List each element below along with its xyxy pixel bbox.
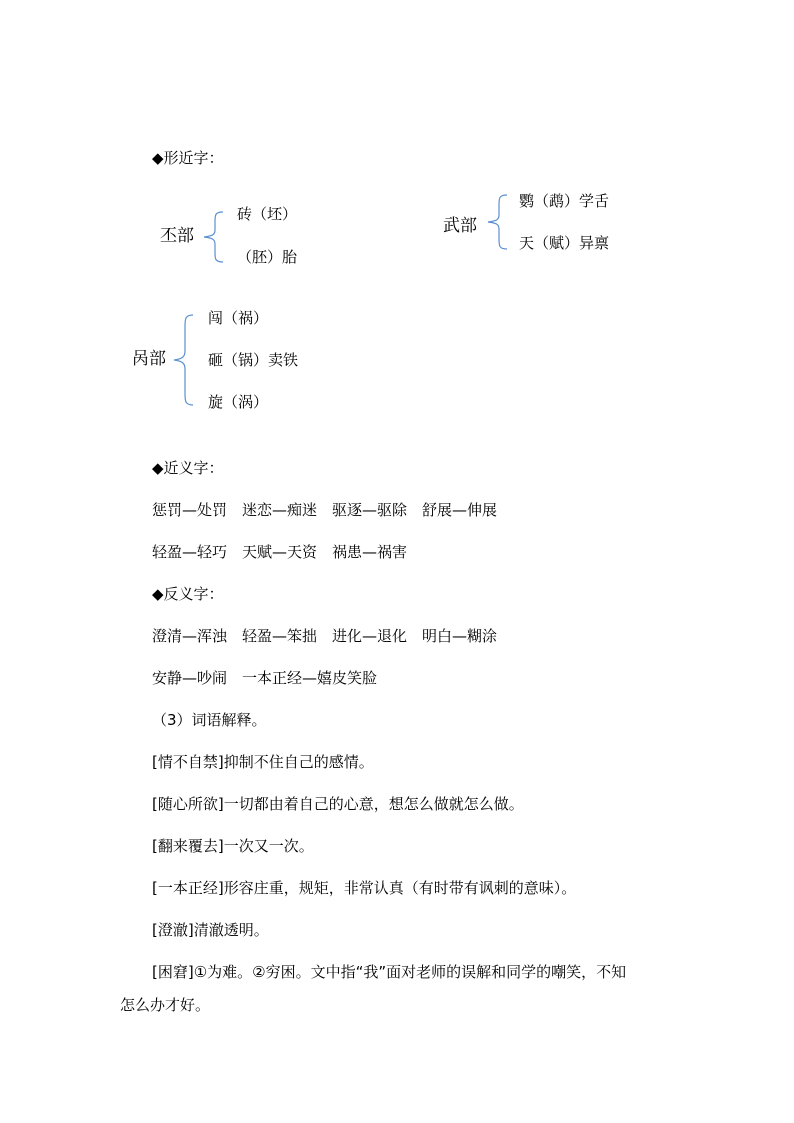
group-pi-item-2: （胚）胎	[237, 248, 298, 266]
brace-wu	[485, 193, 511, 251]
explain-item-1: [情不自禁]抑制不住自己的感情。	[152, 753, 374, 771]
group-head-guo: 呙部	[132, 349, 166, 369]
group-head-pi: 丕部	[160, 226, 194, 246]
group-pi-item-1: 砖（坯）	[237, 205, 298, 223]
explain-heading: （3）词语解释。	[152, 711, 267, 729]
antonym-line-1: 澄清—浑浊 轻盈—笨拙 进化—退化 明白—糊涂	[152, 627, 498, 645]
explain-item-5: [澄澈]清澈透明。	[152, 921, 269, 939]
explain-item-3: [翻来覆去]一次又一次。	[152, 837, 314, 855]
group-wu-item-2: 天（赋）异禀	[519, 234, 610, 252]
group-guo-item-2: 砸（锅）卖铁	[208, 351, 299, 369]
group-wu-item-1: 鹦（鹉）学舌	[519, 192, 610, 210]
explain-item-6-line-1: [困窘]①为难。②穷困。文中指“我”面对老师的误解和同学的嘲笑，不知	[152, 963, 627, 981]
group-guo-item-1: 闯（祸）	[208, 309, 269, 327]
explain-item-6-line-2: 怎么办才好。	[120, 996, 211, 1014]
brace-pi	[201, 210, 227, 264]
antonym-heading: ◆反义字：	[152, 585, 224, 603]
similar-chars-heading: ◆形近字：	[152, 149, 224, 167]
antonym-line-2: 安静—吵闹 一本正经—嬉皮笑脸	[152, 669, 378, 687]
explain-item-2: [随心所欲]一切都由着自己的心意，想怎么做就怎么做。	[152, 795, 524, 813]
brace-guo	[171, 313, 197, 407]
synonym-heading: ◆近义字：	[152, 459, 224, 477]
synonym-line-1: 惩罚—处罚 迷恋—痴迷 驱逐—驱除 舒展—伸展	[152, 501, 498, 519]
synonym-line-2: 轻盈—轻巧 天赋—天资 祸患—祸害	[152, 543, 408, 561]
group-head-wu: 武部	[443, 216, 477, 236]
group-guo-item-3: 旋（涡）	[208, 393, 269, 411]
explain-item-4: [一本正经]形容庄重，规矩，非常认真（有时带有讽刺的意味）。	[152, 879, 577, 897]
